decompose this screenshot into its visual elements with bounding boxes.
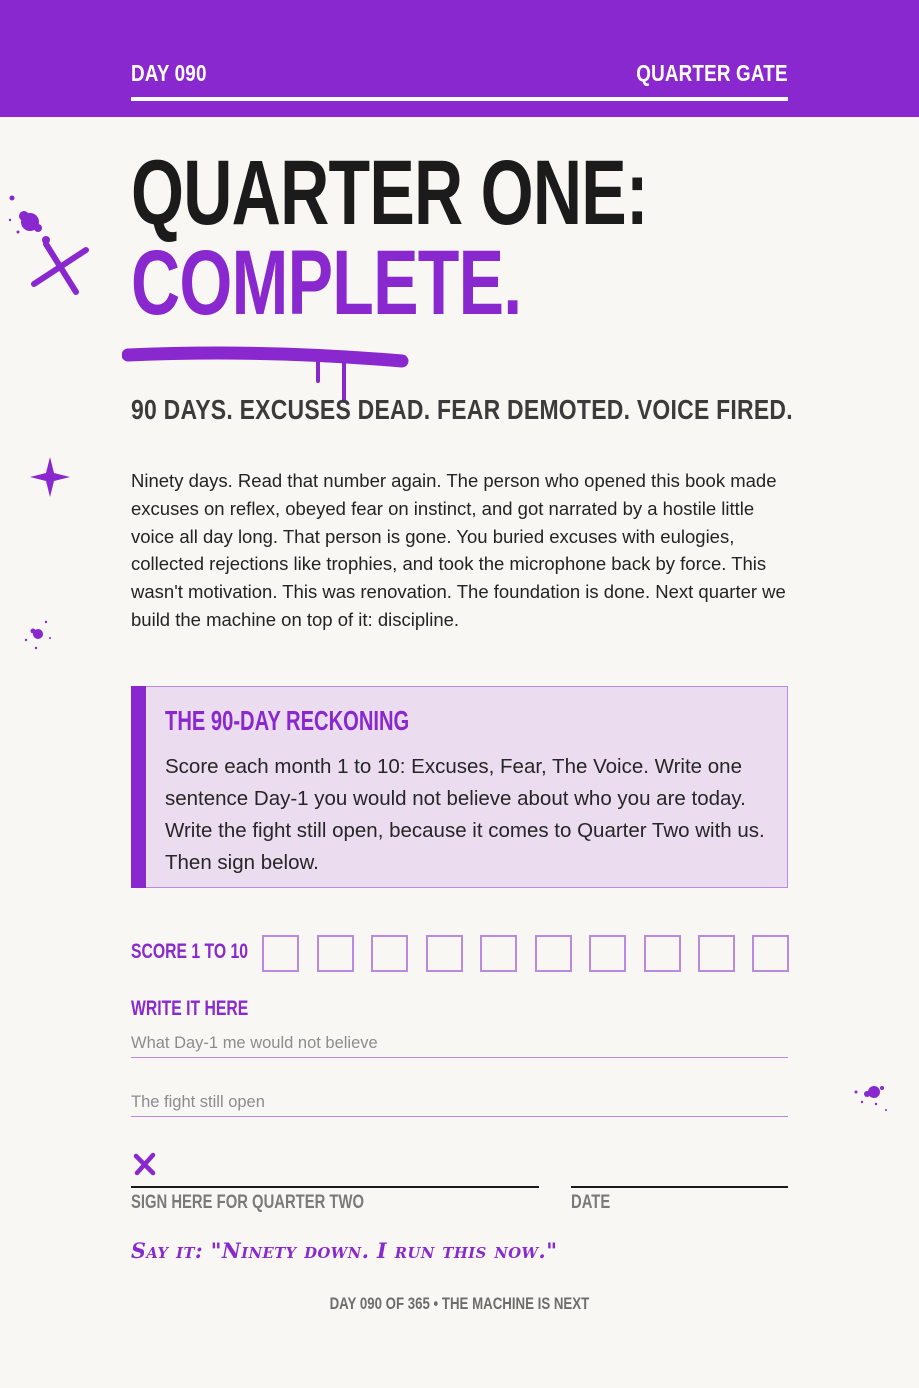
score-box-8[interactable] — [644, 935, 681, 972]
header-rule — [131, 97, 788, 101]
fight-open-field[interactable] — [131, 1091, 788, 1117]
day-one-belief-field[interactable] — [131, 1032, 788, 1058]
score-box-10[interactable] — [752, 935, 789, 972]
section-label: QUARTER GATE — [636, 60, 788, 86]
page-title — [131, 142, 648, 334]
score-box-6[interactable] — [535, 935, 572, 972]
fight-open-placeholder: The fight still open — [131, 1093, 265, 1111]
score-box-5[interactable] — [480, 935, 517, 972]
subtitle: 90 DAYS. EXCUSES DEAD. FEAR DEMOTED. VOICE FIRED. — [131, 394, 793, 425]
splatter-x-icon — [6, 192, 96, 302]
signature-x-icon — [133, 1152, 157, 1176]
signature-label: SIGN HERE FOR QUARTER TWO — [131, 1192, 365, 1213]
callout-accent-bar — [131, 686, 146, 888]
signature-line[interactable] — [131, 1186, 539, 1188]
sparkle-icon — [28, 455, 72, 499]
footer-text: DAY 090 OF 365 • THE MACHINE IS NEXT — [329, 1294, 590, 1313]
header-row — [131, 60, 788, 87]
score-box-4[interactable] — [426, 935, 463, 972]
day-one-belief-placeholder: What Day-1 me would not believe — [131, 1034, 378, 1052]
score-box-3[interactable] — [371, 935, 408, 972]
title-line-1: QUARTER ONE: — [131, 142, 648, 244]
header-bar — [0, 0, 919, 117]
callout-title: THE 90-DAY RECKONING — [165, 705, 410, 736]
splatter-right-icon — [852, 1080, 892, 1120]
score-box-7[interactable] — [589, 935, 626, 972]
callout-text: Score each month 1 to 10: Excuses, Fear, The Voice. Write one sentence Day-1 you would not believe about who you are today. Write the fight still open, because it comes to Quarter Two with us. Then sign below. — [165, 755, 765, 874]
write-label: WRITE IT HERE — [131, 997, 249, 1020]
day-label: DAY 090 — [131, 60, 207, 86]
reckoning-callout — [131, 686, 788, 888]
score-box-9[interactable] — [698, 935, 735, 972]
affirmation-text: Say it: "Ninety down. I run this now." — [131, 1238, 558, 1263]
date-label: DATE — [571, 1192, 611, 1213]
score-label: SCORE 1 TO 10 — [131, 940, 249, 963]
date-line[interactable] — [571, 1186, 788, 1188]
splatter-small-icon — [22, 618, 56, 654]
title-line-2: COMPLETE. — [131, 232, 522, 334]
footer — [0, 1294, 919, 1314]
body-paragraph: Ninety days. Read that number again. The person who opened this book made excuses on reflex, obeyed fear on instinct, and got narrated by a hostile little voice all day long. That person is gone. You buried excuses with eulogies, collected rejections like trophies, and took the microphone back by force. This wasn't motivation. This was renovation. The foundation is done. Next quarter we build the machine on top of it: discipline. — [131, 470, 786, 630]
score-box-2[interactable] — [317, 935, 354, 972]
score-box-1[interactable] — [262, 935, 299, 972]
